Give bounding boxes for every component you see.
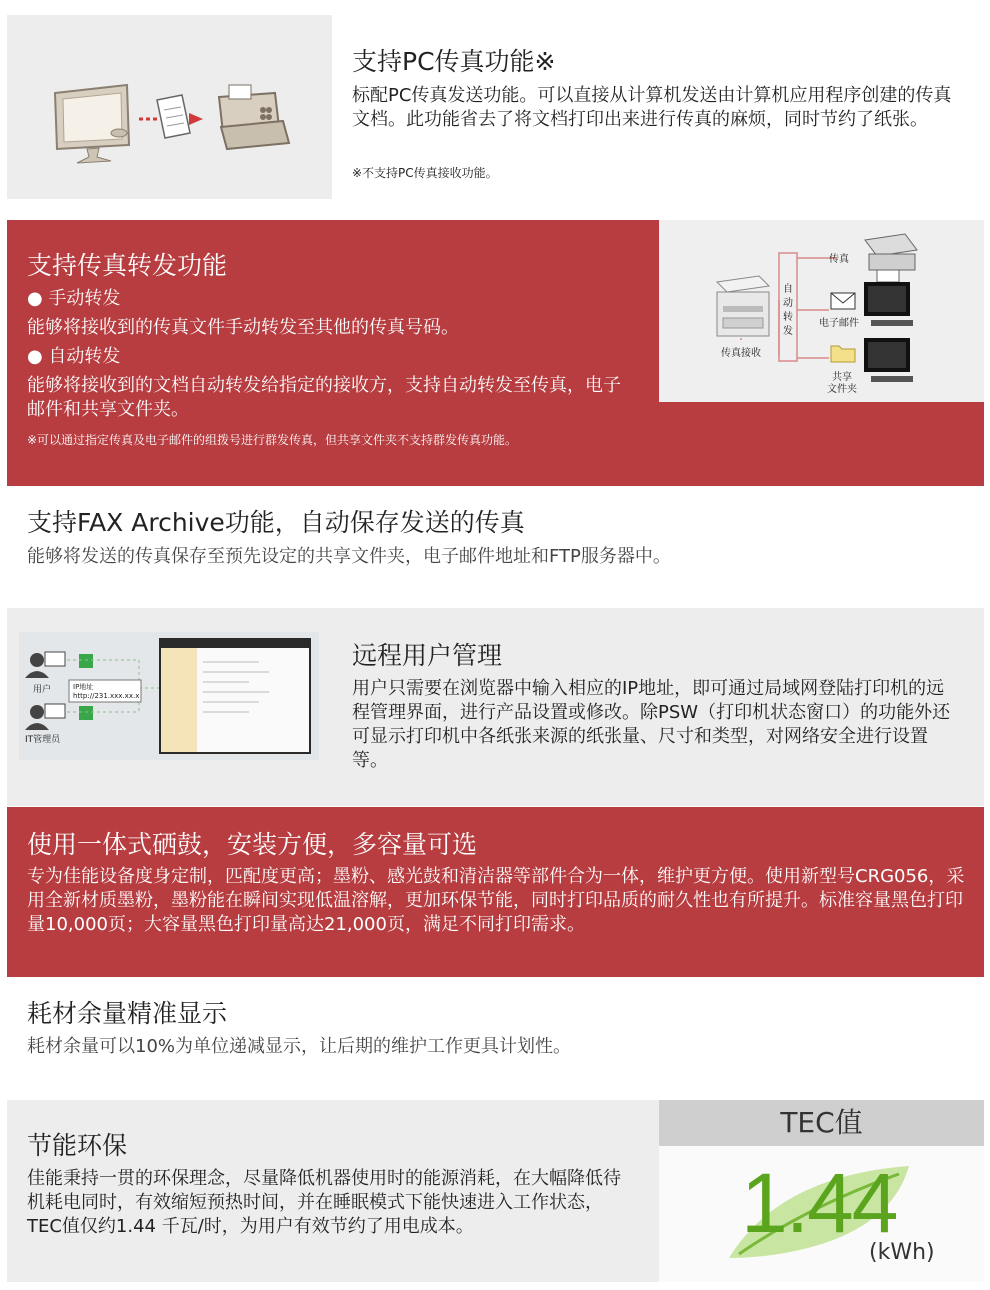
consumable-body: 耗材余量可以10%为单位递减显示，让后期的维护工作更具计划性。 bbox=[27, 1036, 572, 1057]
tec-value: 1.44 bbox=[741, 1156, 897, 1250]
computer-icon bbox=[55, 85, 129, 163]
cartridge-body: 专为佳能设备度身定制，匹配度更高；墨粉、感光鼓和清洁器等部件合为一体，维护更方便。使用新型号CRG056，采用全新材质墨粉，墨粉能在瞬间实现低温溶解，更加环保节能，同时打印品质的耐久性也有所提升。标准容量黑色打印量10,000页；大容量黑色打印量高达21,000页，满足不同打印需求。 bbox=[27, 866, 965, 935]
share-target-label-1: 共享 bbox=[832, 372, 852, 383]
forward-note: ※可以通过指定传真及电子邮件的组拨号进行群发传真，但共享文件夹不支持群发传真功能。 bbox=[27, 433, 518, 447]
ip-label: IP地址 bbox=[73, 683, 94, 691]
tec-unit: (kWh) bbox=[869, 1240, 935, 1265]
remote-body: 用户只需要在浏览器中输入相应的IP地址，即可通过局域网登陆打印机的远程管理界面，进行产品设置或修改。除PSW（打印机状态窗口）的功能外还可显示打印机中各纸张来源的纸张量、尺寸和类型，对网络安全进行设置等。 bbox=[352, 678, 951, 771]
email-target-label: 电子邮件 bbox=[819, 318, 859, 329]
fax-machine-icon bbox=[865, 234, 917, 282]
tec-panel bbox=[659, 1100, 984, 1282]
forward-bullet-manual: ● 手动转发 bbox=[27, 288, 121, 309]
cartridge-title: 使用一体式硒鼓，安装方便，多容量可选 bbox=[27, 830, 478, 859]
pc-fax-note: ※不支持PC传真接收功能。 bbox=[352, 166, 498, 180]
fax-target-label: 传真 bbox=[829, 254, 849, 265]
forward-diagram bbox=[659, 220, 984, 402]
printer-icon bbox=[717, 276, 769, 336]
remote-title: 远程用户管理 bbox=[352, 641, 503, 670]
url-text: http://231.xxx.xx.x bbox=[73, 692, 140, 700]
computer-icon bbox=[864, 338, 913, 382]
computer-icon bbox=[864, 282, 913, 326]
forward-bullet-auto: ● 自动转发 bbox=[27, 346, 121, 367]
eco-title: 节能环保 bbox=[27, 1131, 128, 1160]
admin-icon bbox=[25, 704, 65, 730]
auto-forward-char-3: 转 bbox=[783, 312, 793, 323]
pc-to-fax-illustration bbox=[7, 15, 332, 199]
envelope-icon bbox=[831, 293, 855, 309]
tec-header-label: TEC值 bbox=[780, 1106, 863, 1139]
fax-machine-icon bbox=[219, 85, 289, 149]
pc-fax-title: 支持PC传真功能※ bbox=[352, 47, 556, 76]
pc-fax-body: 标配PC传真发送功能。可以直接从计算机发送由计算机应用程序创建的传真文档。此功能省去了将文档打印出来进行传真的麻烦，同时节约了纸张。 bbox=[352, 85, 952, 130]
forward-title: 支持传真转发功能 bbox=[27, 251, 228, 280]
forward-text-manual: 能够将接收到的传真文件手动转发至其他的传真号码。 bbox=[27, 317, 459, 338]
archive-body: 能够将发送的传真保存至预先设定的共享文件夹，电子邮件地址和FTP服务器中。 bbox=[27, 546, 671, 567]
folder-icon bbox=[831, 346, 855, 362]
user-icon bbox=[25, 652, 65, 678]
remote-figure bbox=[19, 632, 319, 760]
arrow-icon bbox=[139, 95, 203, 138]
forward-text-auto: 能够将接收到的文档自动转发给指定的接收方，支持自动转发至传真，电子邮件和共享文件夹。 bbox=[27, 375, 621, 420]
eco-body: 佳能秉持一贯的环保理念，尽量降低机器使用时的能源消耗，在大幅降低待机耗电同时，有效缩短预热时间，并在睡眠模式下能快速进入工作状态，TEC值仅约1.44 千瓦/时，为用户有效节约了用电成本。 bbox=[27, 1168, 621, 1237]
archive-title: 支持FAX Archive功能，自动保存发送的传真 bbox=[27, 508, 525, 537]
admin-label: IT管理员 bbox=[25, 735, 61, 745]
auto-forward-char-2: 动 bbox=[783, 298, 793, 309]
auto-forward-char-1: 自 bbox=[783, 284, 793, 295]
share-target-label-2: 文件夹 bbox=[827, 384, 857, 395]
consumable-title: 耗材余量精准显示 bbox=[27, 999, 228, 1028]
fax-receive-label: 传真接收 bbox=[721, 348, 761, 359]
user-label: 用户 bbox=[33, 685, 52, 695]
auto-forward-char-4: 发 bbox=[783, 326, 793, 337]
pc-fax-figure bbox=[7, 15, 332, 199]
